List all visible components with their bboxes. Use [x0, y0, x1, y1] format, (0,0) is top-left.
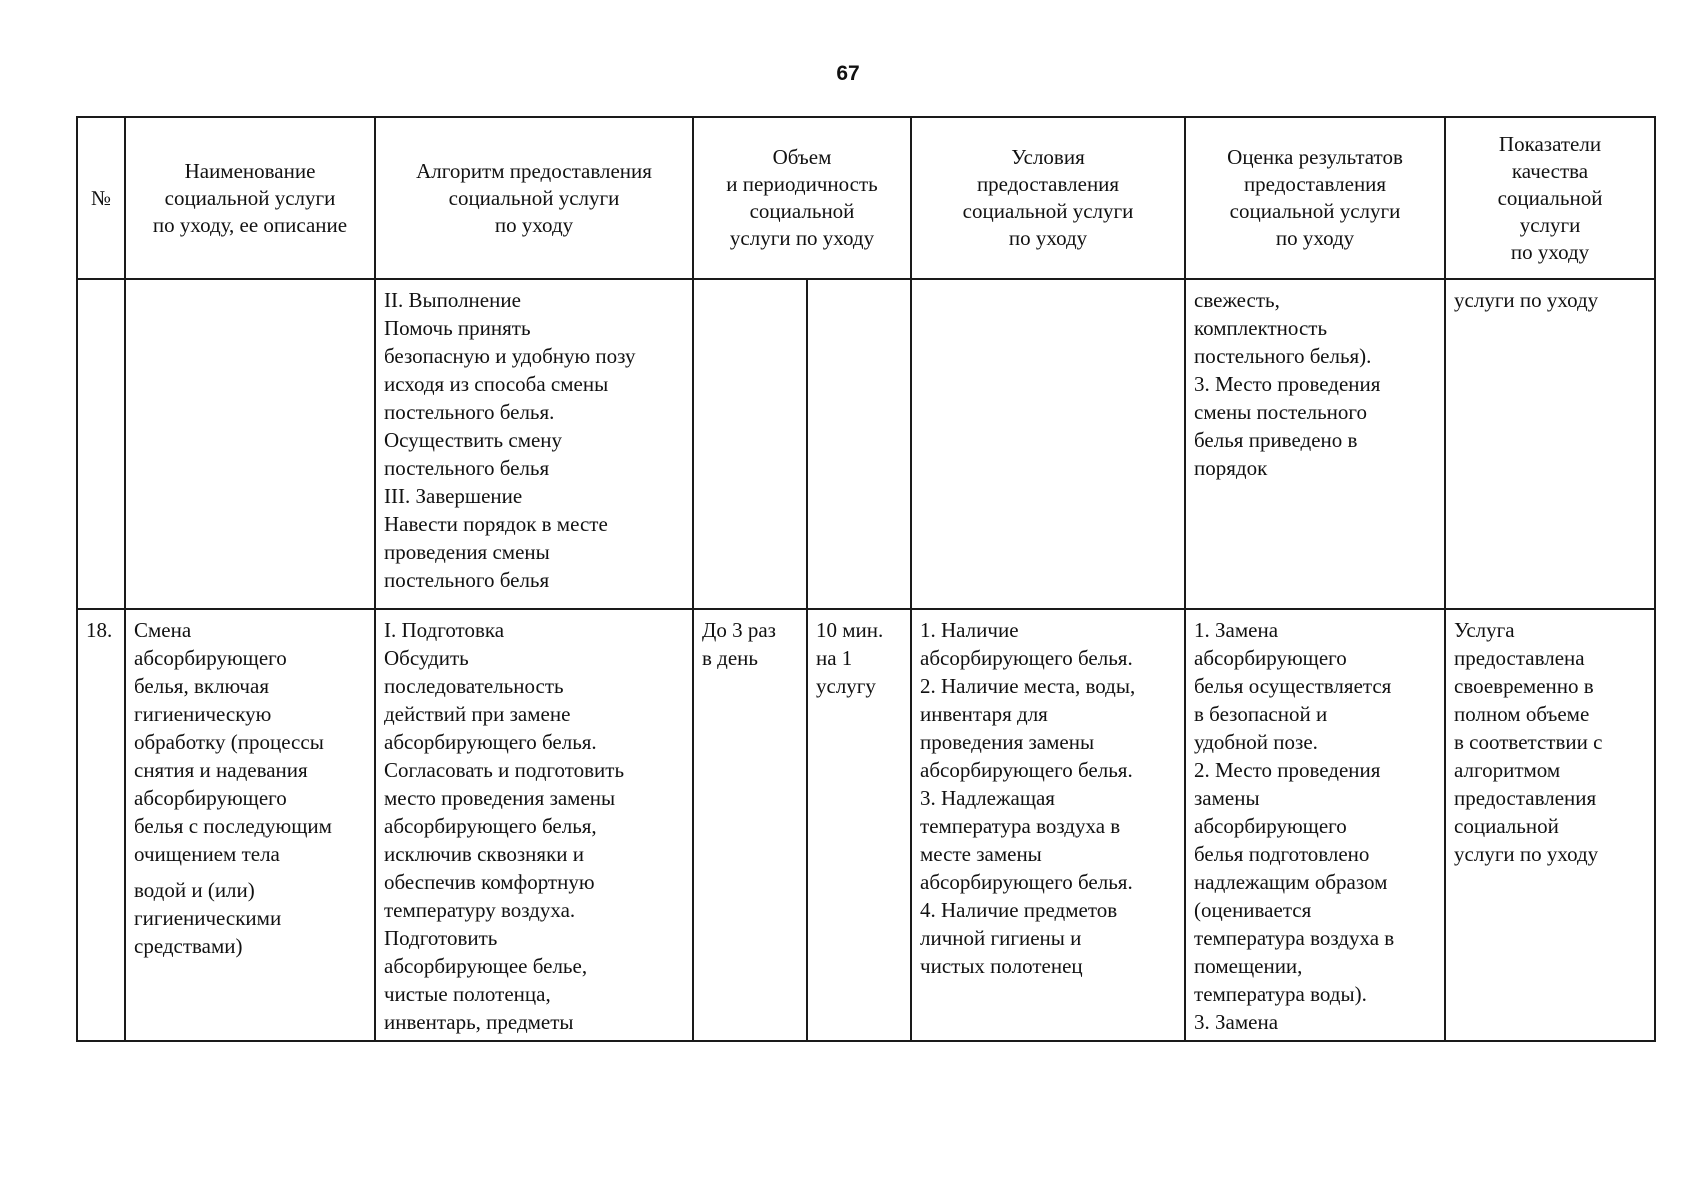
cell-volume [693, 279, 807, 609]
cell-periodicity [807, 279, 911, 609]
cell-periodicity: 10 мин. на 1 услугу [807, 609, 911, 1041]
cell-evaluation: свежесть, комплектность постельного белья). 3. Место проведения смены постельного белья приведено в порядок [1185, 279, 1445, 609]
cell-service-name [125, 279, 375, 609]
page-number: 67 [836, 62, 860, 85]
services-table [76, 116, 1656, 1042]
cell-number [77, 279, 125, 609]
cell-conditions: 1. Наличие абсорбирующего белья. 2. Наличие места, воды, инвентаря для проведения замены абсорбирующего белья. 3. Надлежащая температура воздуха в месте замены абсорбирующего белья. 4. Наличие предметов личной гигиены и чистых полотенец [911, 609, 1185, 1041]
service-name-part-1: Смена абсорбирующего белья, включая гигиеническую обработку (процессы снятия и надевания абсорбирующего белья с последующим очищением тела [134, 618, 332, 866]
paragraph-gap [134, 868, 366, 876]
header-service-name: Наименование социальной услуги по уходу, ее описание [125, 117, 375, 279]
cell-number: 18. [77, 609, 125, 1041]
table-row [77, 279, 1655, 609]
header-quality: Показатели качества социальной услуги по уходу [1445, 117, 1655, 279]
cell-volume: До 3 раз в день [693, 609, 807, 1041]
cell-algorithm: I. Подготовка Обсудить последовательность действий при замене абсорбирующего белья. Согласовать и подготовить место проведения замены абсорбирующего белья, исключив сквозняки и обеспечив комфортную температуру воздуха. Подготовить абсорбирующее белье, чистые полотенца, инвентарь, предметы [375, 609, 693, 1041]
table-row [77, 609, 1655, 1041]
cell-evaluation: 1. Замена абсорбирующего белья осуществляется в безопасной и удобной позе. 2. Место проведения замены абсорбирующего белья подготовлено надлежащим образом (оценивается температура воздуха в помещении, температура воды). 3. Замена [1185, 609, 1445, 1041]
cell-service-name [125, 609, 375, 1041]
header-conditions: Условия предоставления социальной услуги по уходу [911, 117, 1185, 279]
header-algorithm: Алгоритм предоставления социальной услуги по уходу [375, 117, 693, 279]
cell-algorithm: II. Выполнение Помочь принять безопасную и удобную позу исходя из способа смены постельного белья. Осуществить смену постельного белья III. Завершение Навести порядок в месте проведения смены постельного белья [375, 279, 693, 609]
cell-quality: услуги по уходу [1445, 279, 1655, 609]
cell-conditions [911, 279, 1185, 609]
header-number: № [77, 117, 125, 279]
header-row [77, 117, 1655, 279]
header-volume-periodicity: Объем и периодичность социальной услуги по уходу [693, 117, 911, 279]
cell-quality: Услуга предоставлена своевременно в полном объеме в соответствии с алгоритмом предоставления социальной услуги по уходу [1445, 609, 1655, 1041]
service-name-part-2: водой и (или) гигиеническими средствами) [134, 878, 282, 958]
header-evaluation: Оценка результатов предоставления социальной услуги по уходу [1185, 117, 1445, 279]
